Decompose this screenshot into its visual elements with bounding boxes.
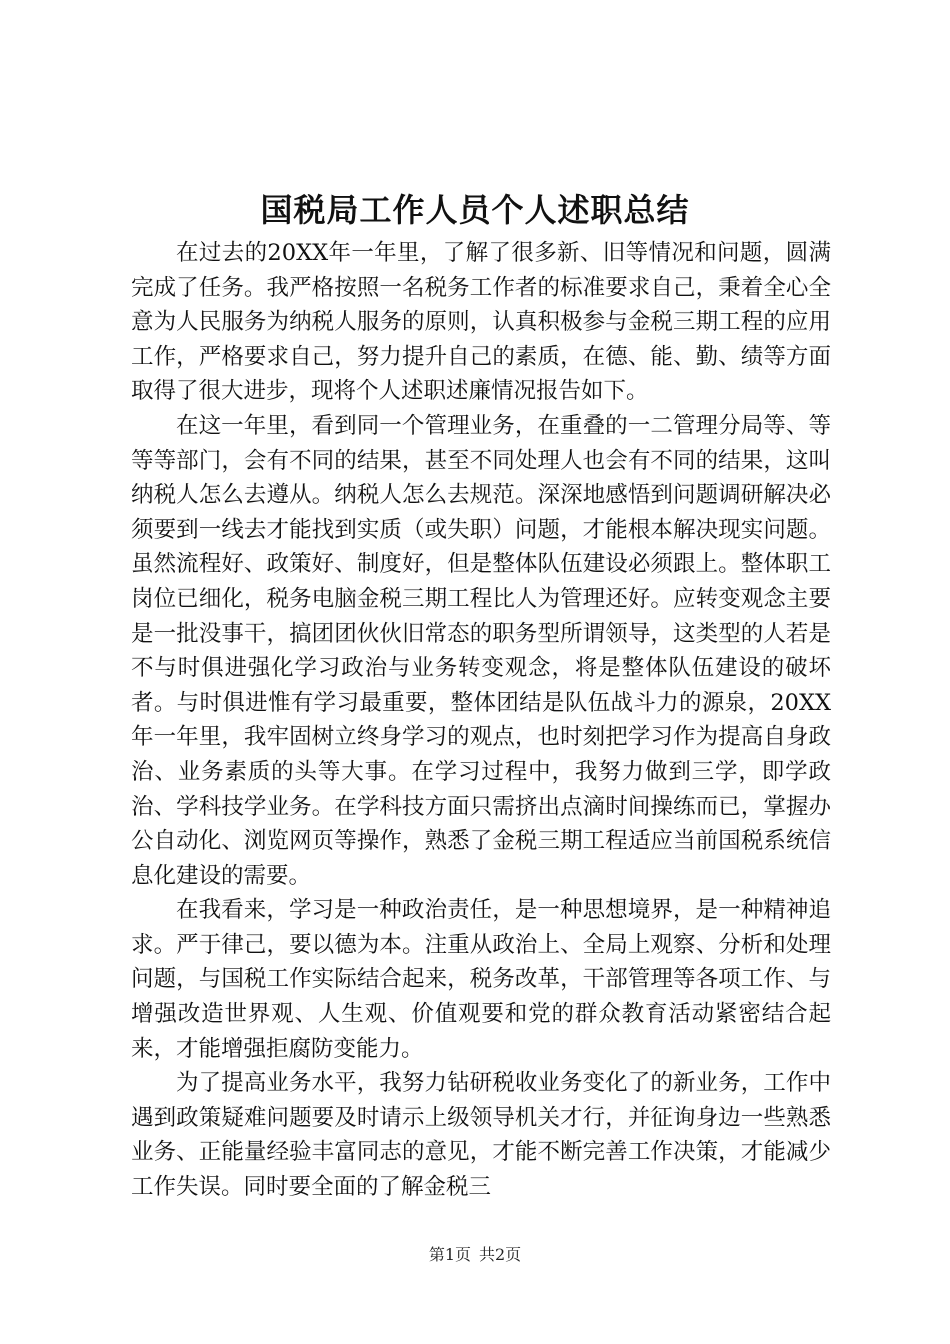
page-footer [0,1244,950,1266]
paragraph-2: 在这一年里，看到同一个管理业务，在重叠的一二管理分局等、等等等部门，会有不同的结果，甚至不同处理人也会有不同的结果，这叫纳税人怎么去遵从。纳税人怎么去规范。深深地感悟到问题调研解决必须要到一线去才能找到实质（或失职）问题，才能根本解决现实问题。虽然流程好、政策好、制度好，但是整体队伍建设必须跟上。整体职工岗位已细化，税务电脑金税三期工程比人为管理还好。应转变观念主要是一批没事干，搞团团伙伙旧常态的职务型所谓领导，这类型的人若是不与时俱进强化学习政治与业务转变观念，将是整体队伍建设的破坏者。与时俱进惟有学习最重要，整体团结是队伍战斗力的源泉，20XX年一年里，我牢固树立终身学习的观点，也时刻把学习作为提高自身政治、业务素质的头等大事。在学习过程中，我努力做到三学，即学政治、学科技学业务。在学科技方面只需挤出点滴时间操练而已，掌握办公自动化、浏览网页等操作，熟悉了金税三期工程适应当前国税系统信息化建设的需要。 [131,412,831,889]
page-number-current: 第1页 [428,1245,471,1264]
document-body [131,236,831,1205]
paragraph-3: 在我看来，学习是一种政治责任，是一种思想境界，是一种精神追求。严于律己，要以德为本。注重从政治上、全局上观察、分析和处理问题，与国税工作实际结合起来，税务改革，干部管理等各项工作、与增强改造世界观、人生观、价值观要和党的群众教育活动紧密结合起来，才能增强拒腐防变能力。 [131,897,831,1062]
paragraph-4: 为了提高业务水平，我努力钻研税收业务变化了的新业务，工作中遇到政策疑难问题要及时请示上级领导机关才行，并征询身边一些熟悉业务、正能量经验丰富同志的意见，才能不断完善工作决策，才能减少工作失误。同时要全面的了解金税三 [131,1070,831,1201]
page-number-total: 共2页 [479,1245,522,1264]
paragraph-1: 在过去的20XX年一年里，了解了很多新、旧等情况和问题，圆满完成了任务。我严格按照一名税务工作者的标准要求自己，秉着全心全意为人民服务为纳税人服务的原则，认真积极参与金税三期工程的应用工作，严格要求自己，努力提升自己的素质，在德、能、勤、绩等方面取得了很大进步，现将个人述职述廉情况报告如下。 [131,240,831,405]
document-title: 国税局工作人员个人述职总结 [260,191,690,229]
